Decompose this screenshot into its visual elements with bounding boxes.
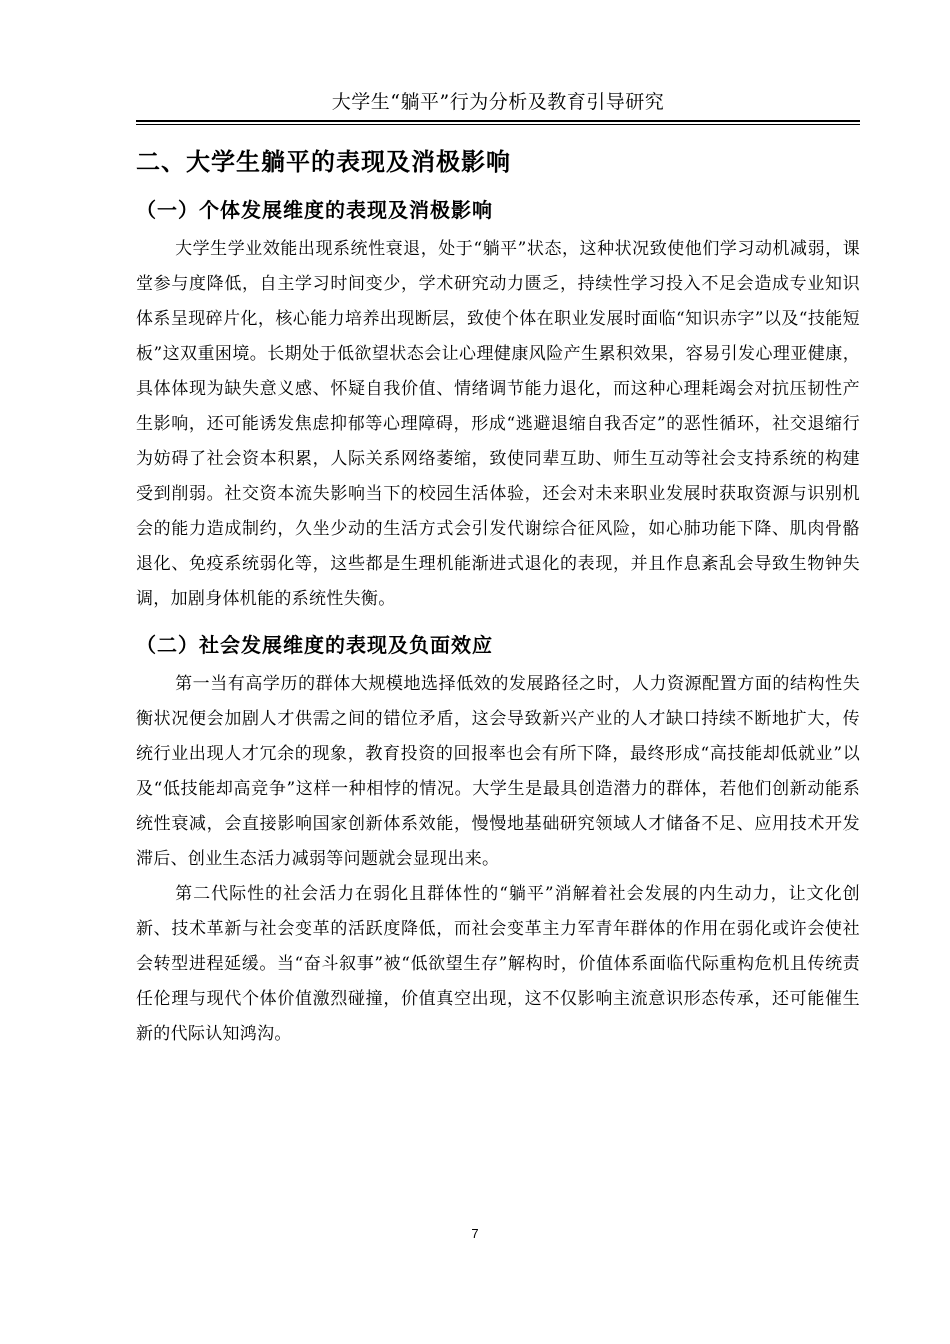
paragraph-social-first: 第一当有高学历的群体大规模地选择低效的发展路径之时，人力资源配置方面的结构性失衡状况便会加剧人才供需之间的错位矛盾，这会导致新兴产业的人才缺口持续不断地扩大，传统行业出现人才冗余的现象，教育投资的回报率也会有所下降，最终形成“高技能却低就业”以及“低技能却高竞争”这样一种相悖的情况。大学生是最具创造潜力的群体，若他们创新动能系统性衰减，会直接影响国家创新体系效能，慢慢地基础研究领域人才储备不足、应用技术开发滞后、创业生态活力减弱等问题就会显现出来。 (136, 674, 860, 869)
page-number: 7 (471, 1226, 479, 1241)
subsection-heading-individual: （一）个体发展维度的表现及消极影响 (136, 198, 493, 222)
header-rule-thin (136, 124, 860, 125)
paragraph-social-second: 第二代际性的社会活力在弱化且群体性的“躺平”消解着社会发展的内生动力，让文化创新、技术革新与社会变革的活跃度降低，而社会变革主力军青年群体的作用在弱化或许会使社会转型进程延缓。当“奋斗叙事”被“低欲望生存”解构时，价值体系面临代际重构危机且传统责任伦理与现代个体价值激烈碰撞，价值真空出现，这不仅影响主流意识形态传承，还可能催生新的代际认知鸿沟。 (136, 884, 860, 1044)
subsection-heading-social: （二）社会发展维度的表现及负面效应 (136, 633, 493, 657)
running-header: 大学生“躺平”行为分析及教育引导研究 (331, 91, 665, 113)
section-heading: 二、大学生躺平的表现及消极影响 (136, 148, 511, 176)
page-content (136, 142, 860, 1052)
header-rule-thick (136, 120, 860, 122)
paragraph-individual-dimension: 大学生学业效能出现系统性衰退，处于“躺平”状态，这种状况致使他们学习动机减弱，课堂参与度降低，自主学习时间变少，学术研究动力匮乏，持续性学习投入不足会造成专业知识体系呈现碎片化，核心能力培养出现断层，致使个体在职业发展时面临“知识赤字”以及“技能短板”这双重困境。长期处于低欲望状态会让心理健康风险产生累积效果，容易引发心理亚健康，具体体现为缺失意义感、怀疑自我价值、情绪调节能力退化，而这种心理耗竭会对抗压韧性产生影响，还可能诱发焦虑抑郁等心理障碍，形成“逃避退缩自我否定”的恶性循环，社交退缩行为妨碍了社会资本积累，人际关系网络萎缩，致使同辈互助、师生互动等社会支持系统的构建受到削弱。社交资本流失影响当下的校园生活体验，还会对未来职业发展时获取资源与识别机会的能力造成制约，久坐少动的生活方式会引发代谢综合征风险，如心肺功能下降、肌肉骨骼退化、免疫系统弱化等，这些都是生理机能渐进式退化的表现，并且作息紊乱会导致生物钟失调，加剧身体机能的系统性失衡。 (136, 239, 860, 609)
